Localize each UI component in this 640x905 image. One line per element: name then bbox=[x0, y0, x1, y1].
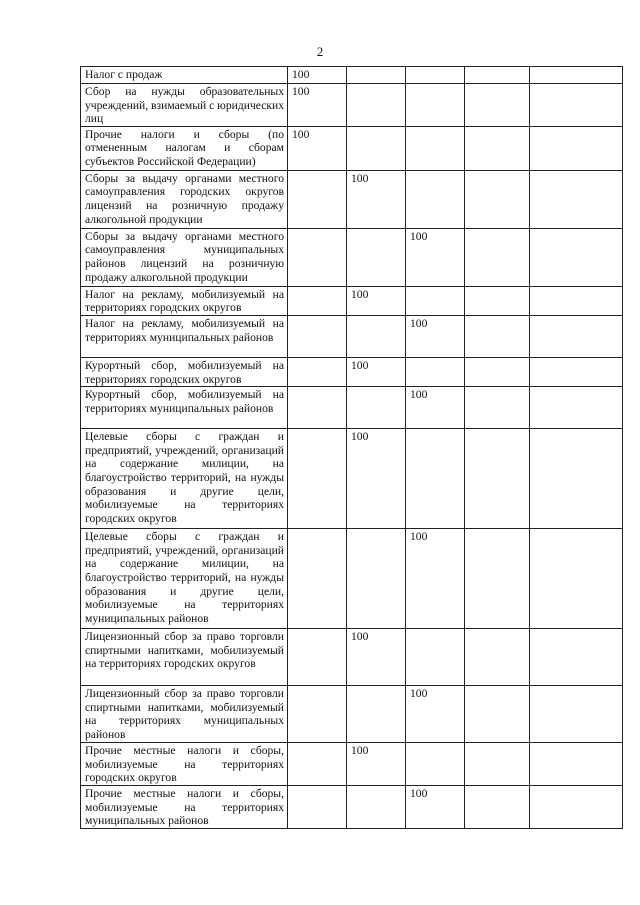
percentage-cell bbox=[406, 84, 465, 127]
percentage-cell bbox=[347, 315, 406, 357]
tax-name-cell: Курортный сбор, мобилизуемый на территориях городских округов bbox=[81, 357, 288, 386]
tax-name-cell: Целевые сборы с граждан и предприятий, учреждений, организаций на содержание милиции, на благоустройство территорий, на нужды образования и другие цели, мобилизуемые на территориях муниципальных районов bbox=[81, 529, 288, 629]
percentage-cell bbox=[465, 357, 530, 386]
percentage-cell bbox=[465, 686, 530, 743]
percentage-cell bbox=[288, 629, 347, 686]
tax-distribution-table bbox=[80, 66, 623, 829]
percentage-cell: 100 bbox=[347, 743, 406, 786]
percentage-cell bbox=[530, 228, 623, 286]
percentage-cell bbox=[465, 67, 530, 84]
percentage-cell bbox=[530, 286, 623, 315]
percentage-cell bbox=[465, 529, 530, 629]
percentage-cell: 100 bbox=[288, 67, 347, 84]
percentage-cell: 100 bbox=[288, 84, 347, 127]
percentage-cell bbox=[347, 228, 406, 286]
percentage-cell bbox=[347, 126, 406, 170]
percentage-cell bbox=[530, 686, 623, 743]
tax-name-cell: Налог на рекламу, мобилизуемый на территориях городских округов bbox=[81, 286, 288, 315]
percentage-cell bbox=[347, 387, 406, 429]
percentage-cell: 100 bbox=[406, 686, 465, 743]
percentage-cell bbox=[530, 170, 623, 228]
percentage-cell: 100 bbox=[288, 126, 347, 170]
percentage-cell bbox=[406, 67, 465, 84]
percentage-cell: 100 bbox=[406, 786, 465, 829]
percentage-cell bbox=[465, 228, 530, 286]
percentage-cell bbox=[347, 67, 406, 84]
tax-name-cell: Прочие местные налоги и сборы, мобилизуемые на территориях муниципальных районов bbox=[81, 786, 288, 829]
percentage-cell: 100 bbox=[347, 429, 406, 529]
tax-name-cell: Лицензионный сбор за право торговли спиртными напитками, мобилизуемый на территориях муниципальных районов bbox=[81, 686, 288, 743]
percentage-cell bbox=[465, 387, 530, 429]
percentage-cell bbox=[347, 84, 406, 127]
percentage-cell: 100 bbox=[347, 357, 406, 386]
percentage-cell bbox=[406, 126, 465, 170]
percentage-cell bbox=[465, 315, 530, 357]
percentage-cell: 100 bbox=[406, 529, 465, 629]
percentage-cell bbox=[465, 429, 530, 529]
percentage-cell bbox=[465, 286, 530, 315]
percentage-cell bbox=[465, 743, 530, 786]
percentage-cell bbox=[288, 228, 347, 286]
table-row bbox=[81, 126, 623, 170]
percentage-cell: 100 bbox=[347, 170, 406, 228]
percentage-cell bbox=[288, 429, 347, 529]
percentage-cell bbox=[530, 84, 623, 127]
percentage-cell bbox=[465, 629, 530, 686]
table-row bbox=[81, 529, 623, 629]
percentage-cell bbox=[288, 170, 347, 228]
percentage-cell bbox=[406, 429, 465, 529]
table-row bbox=[81, 67, 623, 84]
percentage-cell: 100 bbox=[406, 315, 465, 357]
percentage-cell bbox=[530, 357, 623, 386]
percentage-cell bbox=[530, 629, 623, 686]
table-row bbox=[81, 84, 623, 127]
tax-name-cell: Прочие местные налоги и сборы, мобилизуемые на территориях городских округов bbox=[81, 743, 288, 786]
percentage-cell bbox=[530, 529, 623, 629]
tax-name-cell: Сборы за выдачу органами местного самоуправления муниципальных районов лицензий на розничную продажу алкогольной продукции bbox=[81, 228, 288, 286]
tax-name-cell: Лицензионный сбор за право торговли спиртными напитками, мобилизуемый на территориях городских округов bbox=[81, 629, 288, 686]
table-row bbox=[81, 387, 623, 429]
percentage-cell bbox=[347, 529, 406, 629]
percentage-cell: 100 bbox=[406, 387, 465, 429]
percentage-cell bbox=[530, 126, 623, 170]
tax-name-cell: Прочие налоги и сборы (по отмененным налогам и сборам субъектов Российской Федерации) bbox=[81, 126, 288, 170]
table-row bbox=[81, 170, 623, 228]
page-number: 2 bbox=[316, 44, 324, 59]
tax-name-cell: Целевые сборы с граждан и предприятий, учреждений, организаций на содержание милиции, на благоустройство территорий, на нужды образования и другие цели, мобилизуемые на территориях городских округов bbox=[81, 429, 288, 529]
table-body bbox=[81, 67, 623, 829]
table-row bbox=[81, 228, 623, 286]
tax-name-cell: Курортный сбор, мобилизуемый на территориях муниципальных районов bbox=[81, 387, 288, 429]
percentage-cell bbox=[347, 786, 406, 829]
percentage-cell bbox=[530, 387, 623, 429]
percentage-cell bbox=[530, 743, 623, 786]
percentage-cell bbox=[406, 170, 465, 228]
percentage-cell bbox=[288, 786, 347, 829]
percentage-cell bbox=[288, 387, 347, 429]
percentage-cell bbox=[530, 67, 623, 84]
tax-name-cell: Сборы за выдачу органами местного самоуправления городских округов лицензий на розничную продажу алкогольной продукции bbox=[81, 170, 288, 228]
table-row bbox=[81, 786, 623, 829]
percentage-cell bbox=[530, 315, 623, 357]
percentage-cell bbox=[530, 429, 623, 529]
percentage-cell: 100 bbox=[347, 629, 406, 686]
percentage-cell bbox=[465, 786, 530, 829]
table-row bbox=[81, 629, 623, 686]
percentage-cell bbox=[406, 629, 465, 686]
percentage-cell bbox=[288, 686, 347, 743]
table-row bbox=[81, 357, 623, 386]
percentage-cell bbox=[406, 357, 465, 386]
tax-name-cell: Сбор на нужды образовательных учреждений, взимаемый с юридических лиц bbox=[81, 84, 288, 127]
table-row bbox=[81, 429, 623, 529]
percentage-cell bbox=[288, 529, 347, 629]
table-row bbox=[81, 743, 623, 786]
table-row bbox=[81, 286, 623, 315]
tax-name-cell: Налог на рекламу, мобилизуемый на территориях муниципальных районов bbox=[81, 315, 288, 357]
percentage-cell bbox=[288, 315, 347, 357]
percentage-cell bbox=[288, 357, 347, 386]
percentage-cell bbox=[347, 686, 406, 743]
percentage-cell bbox=[406, 286, 465, 315]
percentage-cell bbox=[406, 743, 465, 786]
percentage-cell: 100 bbox=[347, 286, 406, 315]
percentage-cell bbox=[288, 743, 347, 786]
percentage-cell bbox=[465, 84, 530, 127]
percentage-cell: 100 bbox=[406, 228, 465, 286]
tax-name-cell: Налог с продаж bbox=[81, 67, 288, 84]
table-row bbox=[81, 315, 623, 357]
percentage-cell bbox=[465, 126, 530, 170]
percentage-cell bbox=[530, 786, 623, 829]
percentage-cell bbox=[465, 170, 530, 228]
table-row bbox=[81, 686, 623, 743]
percentage-cell bbox=[288, 286, 347, 315]
